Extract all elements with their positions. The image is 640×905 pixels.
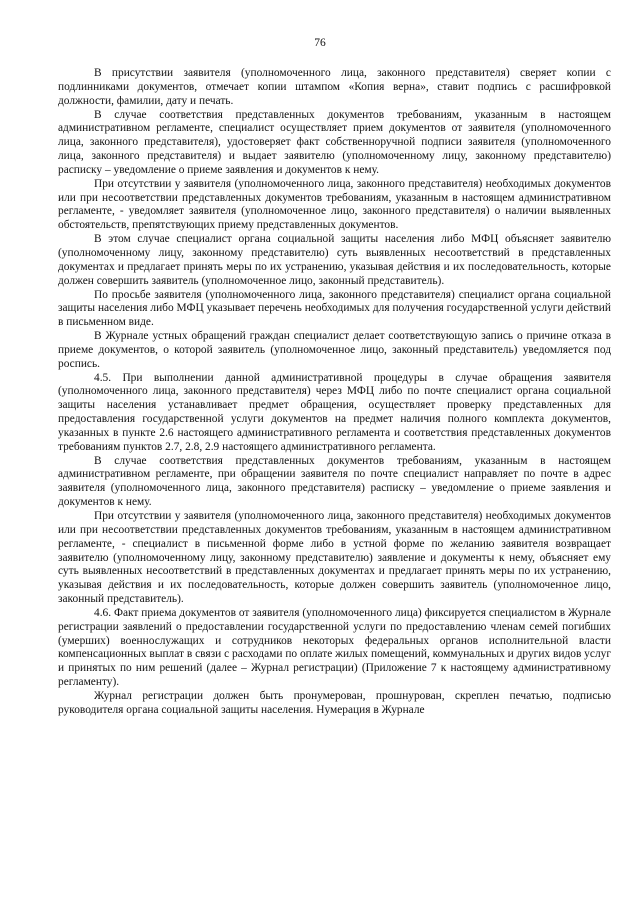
paragraph-written-list: По просьбе заявителя (уполномоченного лица, законного представителя) специалист органа социальной защиты населения либо МФЦ указывает перечень необходимых для получения государственной услуги действий в письменном виде.: [58, 288, 611, 329]
document-body: [58, 67, 611, 718]
paragraph-return-documents: При отсутствии у заявителя (уполномоченного лица, законного представителя) необходимых документов или при несоответствии представленных документов требованиям, указанным в настоящем административном регламенте, - специалист в письменной форме либо в устной форме по желанию заявителя возвращает заявителю (уполномоченному лицу, законному представителю) заявление и документы к нему, объясняет ему суть выявленных несоответствий в представленных документах и предлагает принять меры по их устранению, указывая действия и их последовательность, которые должен совершить заявитель (уполномоченное лицо, законный представитель).: [58, 510, 611, 606]
paragraph-postal-receipt: В случае соответствия представленных документов требованиям, указанным в настоящем административном регламенте, при обращении заявителя по почте специалист направляет по почте в адрес заявителя (уполномоченного лица, законного представителя) расписку – уведомление о приеме заявления и документов к нему.: [58, 454, 611, 509]
paragraph-explain-discrepancies: В этом случае специалист органа социальной защиты населения либо МФЦ объясняет заявителю (уполномоченному лицу, законному представителю) суть выявленных несоответствий в представленных документах и предлагает принять меры по их устранению, указывая действия и их последовательность, которые должен совершить заявитель (уполномоченное лицо, законный представитель).: [58, 233, 611, 287]
paragraph-documents-acceptance: В случае соответствия представленных документов требованиям, указанным в настоящем административном регламенте, специалист осуществляет прием документов от заявителя (уполномоченного лица, законного представителя), удостоверяет факт собственноручной подписи заявителя (уполномоченного лица, законного представителя) и выдает заявителю (уполномоченному лицу, законному представителю) расписку – уведомление о приеме заявления и документов к нему.: [58, 108, 611, 176]
paragraph-section-4-6: 4.6. Факт приема документов от заявителя (уполномоченного лица) фиксируется специалистом в Журнале регистрации заявлений о предоставлении государственной услуги по предоставлению членам семей погибших (умерших) военнослужащих и сотрудников некоторых федеральных органов исполнительной власти компенсационных выплат в связи с расходами по оплате жилых помещений, коммунальных и других видов услуг и принятых по ним решений (далее – Журнал регистрации) (Приложение 7 к настоящему административному регламенту).: [58, 606, 611, 689]
paragraph-missing-documents: При отсутствии у заявителя (уполномоченного лица, законного представителя) необходимых документов или при несоответствии представленных документов требованиям, указанным в настоящем административном регламенте, - уведомляет заявителя (уполномоченное лицо, законного представителя) о наличии выявленных обстоятельств, препятствующих приему представленных документов.: [58, 177, 611, 232]
page-number: 76: [314, 37, 326, 49]
paragraph-oral-appeals-journal: В Журнале устных обращений граждан специалист делает соответствующую запись о причине отказа в приеме документов, о которой заявитель (уполномоченное лицо, законный представитель) уведомляется под роспись.: [58, 330, 611, 370]
paragraph-section-4-5: 4.5. При выполнении данной административной процедуры в случае обращения заявителя (уполномоченного лица, законного представителя) через МФЦ либо по почте специалист органа социальной защиты населения устанавливает предмет обращения, осуществляет проверку представленных для предоставления государственной услуги документов на предмет наличия полного комплекта документов, указанных в пункте 2.6 настоящего административного регламента и соответствия представленных документов требованиям пунктов 2.7, 2.8, 2.9 настоящего административного регламента.: [58, 371, 611, 453]
paragraph-copies-verification: В присутствии заявителя (уполномоченного лица, законного представителя) сверяет копии с подлинниками документов, отмечает копии штампом «Копия верна», ставит подпись с расшифровкой должности, фамилии, дату и печать.: [58, 67, 611, 107]
paragraph-journal-numbering: Журнал регистрации должен быть пронумерован, прошнурован, скреплен печатью, подписью руководителя органа социальной защиты населения. Нумерация в Журнале: [58, 689, 611, 716]
